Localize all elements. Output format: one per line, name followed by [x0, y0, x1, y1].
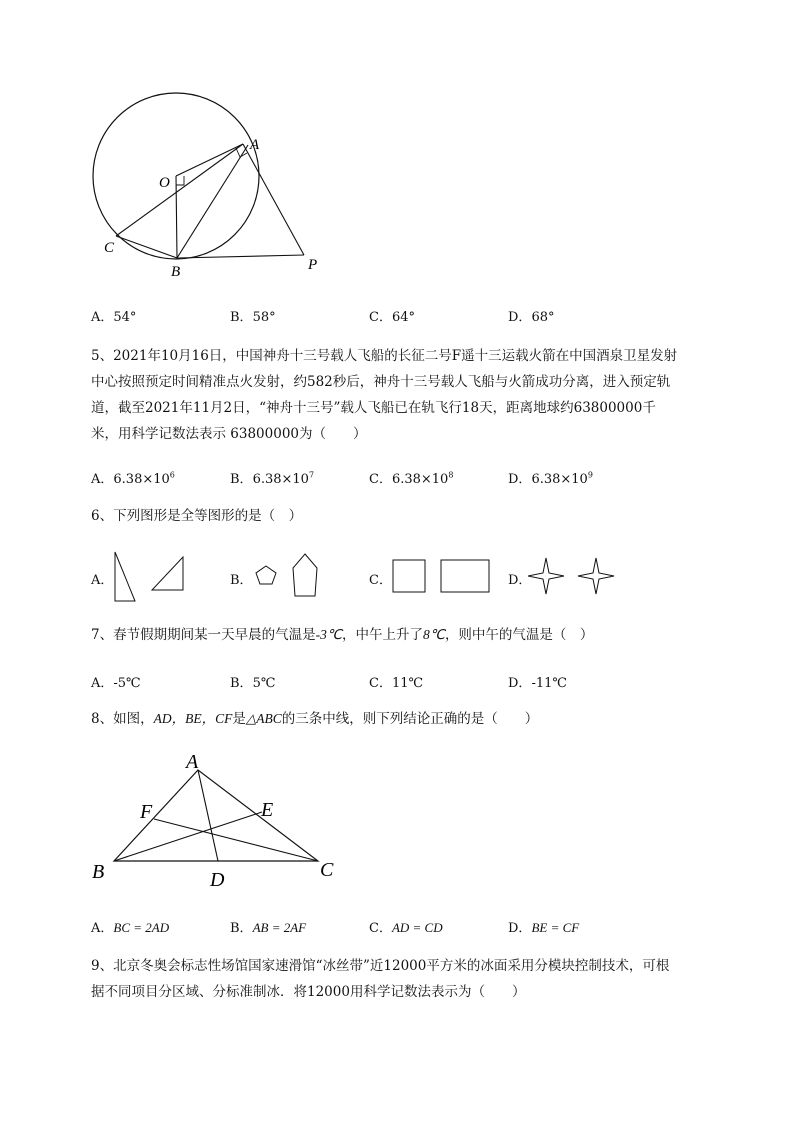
rectangle-shape: [441, 560, 489, 592]
q6-question: 6、下列图形是全等图形的是（ ）: [91, 508, 303, 524]
q8-option-c[interactable]: C．AD = CD: [369, 920, 443, 936]
label-a: A: [186, 751, 199, 773]
q4-option-b[interactable]: B．58°: [230, 310, 276, 325]
label-b: B: [92, 861, 105, 883]
star-shape-left: [528, 558, 564, 594]
label-c: C: [320, 859, 334, 881]
star-shape-right: [578, 558, 614, 594]
q7-option-a[interactable]: A．-5℃: [91, 676, 141, 691]
q9-line-2: 据不同项目分区域、分标准制冰．将12000用科学记数法表示为（ ）: [91, 984, 526, 1000]
q6-option-a-label[interactable]: A．: [91, 573, 114, 588]
label-d: D: [210, 869, 225, 888]
q5-line-2: 中心按照预定时间精准点火发射，约582秒后，神舟十三号载人飞船与火箭成功分离，进入预定轨: [91, 374, 671, 390]
q5-option-b[interactable]: B．$6.38\times 10^7$: [230, 470, 315, 487]
q5-question: [91, 343, 771, 447]
q7-option-b[interactable]: B．5℃: [230, 676, 276, 691]
q7-option-d[interactable]: D．-11℃: [508, 676, 567, 691]
q4-option-a[interactable]: A．54°: [91, 310, 137, 325]
q4-options: [91, 306, 691, 324]
segment-ba: [177, 145, 248, 258]
segment-ca: [116, 144, 243, 236]
label-o: O: [159, 175, 170, 191]
q9-line-1: 9、北京冬奥会标志性场馆国家速滑馆“冰丝带”近12000平方米的冰面采用分模块控制技术，可根: [91, 958, 670, 974]
q8-options: [91, 917, 691, 935]
q5-line-1: 5、2021年10月16日，中国神舟十三号载人飞船的长征二号F遥十三运载火箭在中国酒泉卫星发射: [91, 348, 678, 364]
q8-question: 8、如图，AD，BE，CF是△ABC的三条中线，则下列结论正确的是（ ）: [91, 711, 539, 727]
q5-options: [91, 468, 691, 486]
label-f: F: [140, 801, 153, 823]
q5-option-a[interactable]: A．$6.38\times 10^6$: [91, 470, 175, 487]
q4-option-c[interactable]: C．64°: [369, 310, 415, 325]
q7-options: [91, 672, 691, 690]
q9-question: [91, 953, 781, 1005]
q7-option-c[interactable]: C．11℃: [369, 676, 424, 691]
label-e: E: [261, 799, 274, 821]
q5-line-3: 道，截至2021年11月2日，“神舟十三号”载人飞船已在轨飞行18天，距离地球约63800000千: [91, 400, 656, 416]
q6-option-b-label[interactable]: B．: [230, 573, 253, 588]
q6-option-c-shapes: [390, 558, 494, 596]
q5-option-d[interactable]: D．$6.38\times 10^9$: [508, 470, 593, 487]
small-pentagon-shape: [256, 566, 276, 584]
tall-triangle-shape: [115, 552, 135, 601]
q7-question: 7、春节假期期间某一天早晨的气温是-3℃，中午上升了8℃，则中午的气温是（ ）: [91, 627, 594, 643]
q8-option-d[interactable]: D．BE = CF: [508, 920, 580, 936]
segment-oa: [176, 144, 243, 176]
q6-option-a-shapes: [112, 548, 192, 604]
label-c: C: [104, 240, 115, 256]
q6-option-c-label[interactable]: C．: [369, 573, 392, 588]
segment-ob: [176, 176, 177, 258]
q5-option-c[interactable]: C．$6.38\times 10^8$: [369, 470, 454, 487]
small-triangle-shape: [152, 557, 183, 590]
q6-option-d-shapes: [528, 556, 618, 596]
q4-option-d[interactable]: D．68°: [508, 310, 555, 325]
square-shape: [393, 560, 425, 592]
label-p: P: [308, 257, 318, 273]
label-a: A: [250, 137, 260, 153]
right-angle-mark-o: [176, 176, 184, 185]
q8-option-b[interactable]: B．AB = 2AF: [230, 920, 307, 936]
segment-cb: [116, 236, 177, 258]
q5-line-4: 米，用科学记数法表示 63800000为（ ）: [91, 426, 367, 442]
triangle-medians-figure: [88, 748, 358, 888]
q8-option-a[interactable]: A．BC = 2AD: [91, 920, 170, 936]
q6-option-b-shapes: [250, 550, 330, 602]
circle-tangent-figure: [80, 90, 340, 285]
large-pentagon-shape: [293, 554, 317, 596]
q6-option-d-label[interactable]: D．: [508, 573, 532, 588]
segment-ap: [243, 144, 304, 255]
median-ad: [198, 770, 218, 861]
label-b: B: [171, 264, 181, 280]
